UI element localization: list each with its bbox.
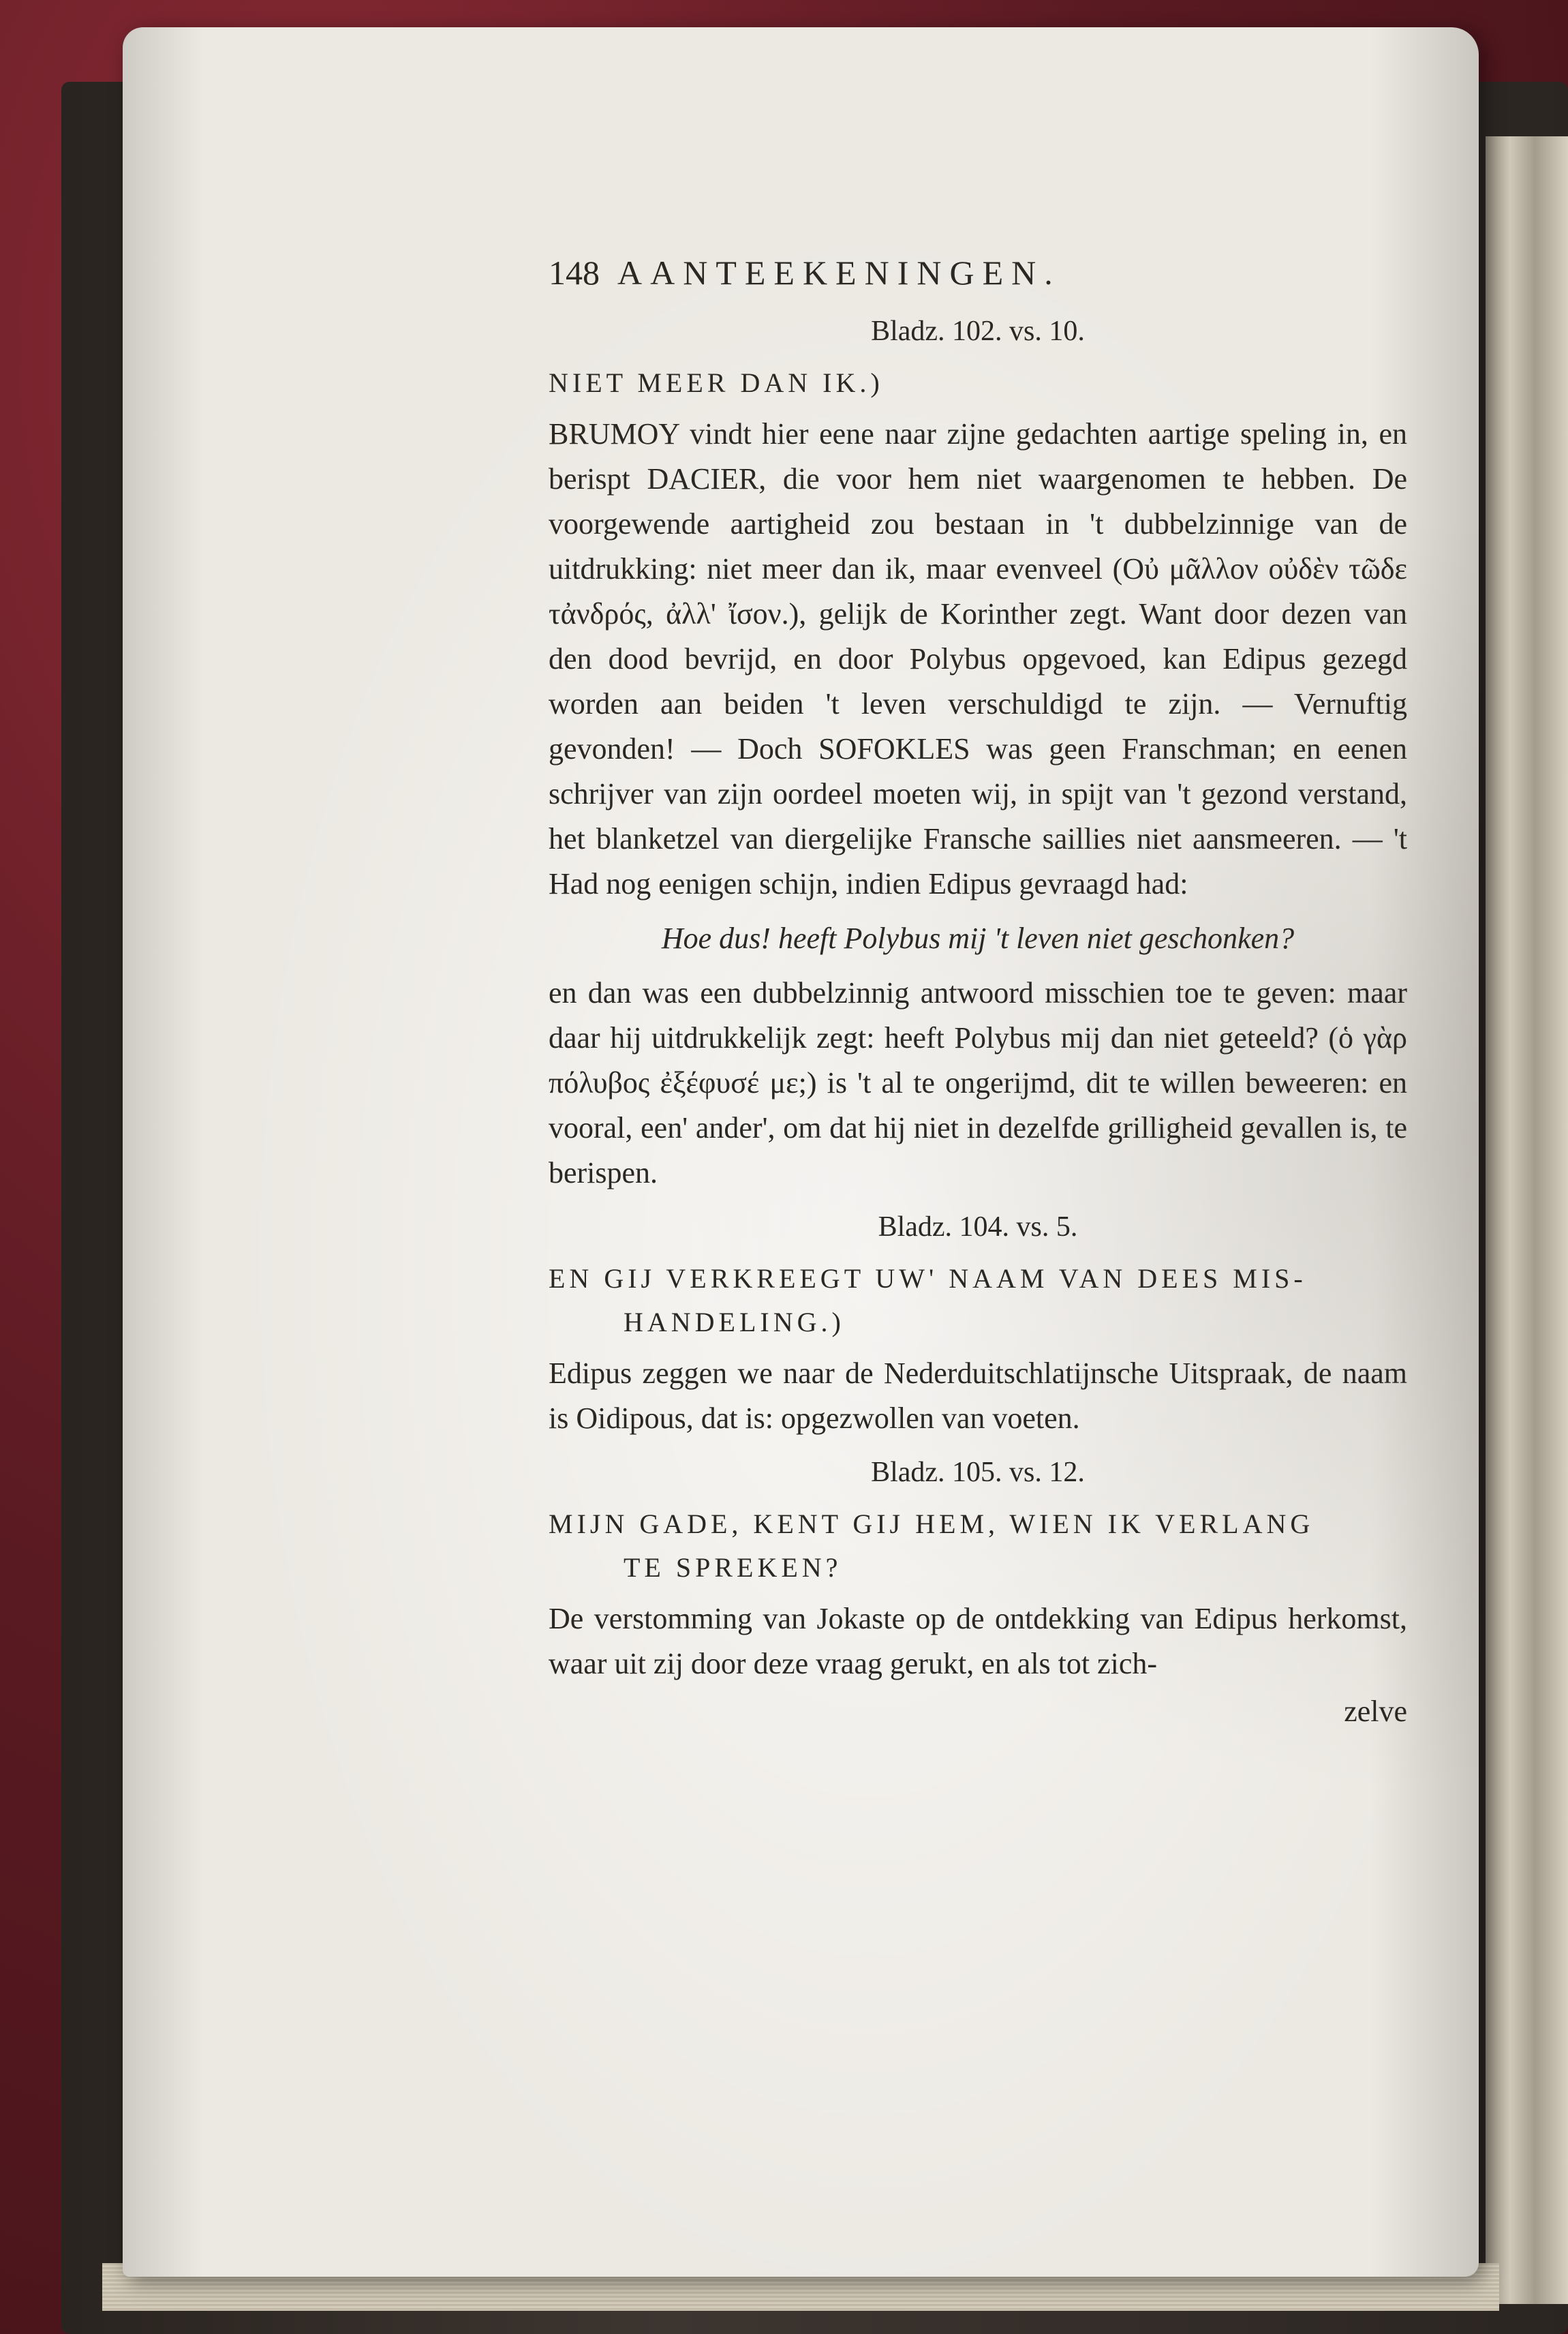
page-text: [549, 245, 1407, 1734]
running-title: AANTEEKENINGEN.: [617, 254, 1061, 292]
note-1: [549, 304, 1407, 1196]
note-body: De verstomming van Jokaste op de ontdekking van Edipus herkomst, waar uit zij door deze vraag gerukt, en als tot zich-: [549, 1602, 1407, 1680]
page-edges-right: [1486, 136, 1568, 2304]
note-lemma: EN GIJ VERKREEGT UW' NAAM VAN DEES MIS-: [549, 1263, 1307, 1294]
note-quote: Hoe dus! heeft Polybus mij 't leven niet geschonken?: [661, 922, 1295, 955]
running-header: [549, 245, 1407, 300]
note-body-continued: en dan was een dubbelzinnig antwoord misschien toe te geven: maar daar hij uitdrukkelijk zegt: heeft Polybus mij dan niet geteeld? (ὁ γὰρ πόλυβος ἐξέφυσέ με;) is 't al te ongerijmd, dit te willen beweeren: en vooral, een' ander', om dat hij niet in dezelfde grilligheid gevallen is, te berispen.: [549, 976, 1407, 1189]
note-2: [549, 1200, 1407, 1441]
note-lemma: NIET MEER DAN IK.): [549, 367, 884, 398]
note-lemma-continued: TE SPREKEN?: [624, 1552, 842, 1583]
note-body: Edipus zeggen we naar de Nederduitschlatijnsche Uitspraak, de naam is Oidipous, dat is: opgezwollen van voeten.: [549, 1357, 1407, 1435]
note-body: BRUMOY vindt hier eene naar zijne gedachten aartige speling in, en berispt DACIER, die voor hem niet waargenomen te hebben. De voorgewende aartigheid zou bestaan in 't dubbelzinnige van de uitdrukking: niet meer dan ik, maar evenveel (Οὐ μᾶλλον οὐδὲν τῶδε τἀνδρός, ἀλλ' ἴσον.), gelijk de Korinther zegt. Want door dezen van den dood bevrijd, en door Polybus opgevoed, kan Edipus gezegd worden aan beiden 't leven verschuldigd te zijn. — Vernuftig gevonden! — Doch SOFOKLES was geen Franschman; en eenen schrijver van zijn oordeel moeten wij, in spijt van 't gezond verstand, het blanketzel van diergelijke Fransche saillies niet aansmeeren. — 't Had nog eenigen schijn, indien Edipus gevraagd had:: [549, 417, 1407, 900]
note-reference: Bladz. 104. vs. 5.: [878, 1211, 1078, 1243]
note-reference: Bladz. 105. vs. 12.: [871, 1457, 1085, 1488]
note-lemma: MIJN GADE, KENT GIJ HEM, WIEN IK VERLANG: [549, 1509, 1315, 1539]
note-lemma-continued: HANDELING.): [624, 1307, 845, 1337]
note-reference: Bladz. 102. vs. 10.: [871, 316, 1085, 347]
note-3: [549, 1445, 1407, 1734]
page-number: 148: [549, 254, 600, 292]
catchword: zelve: [1344, 1695, 1407, 1728]
